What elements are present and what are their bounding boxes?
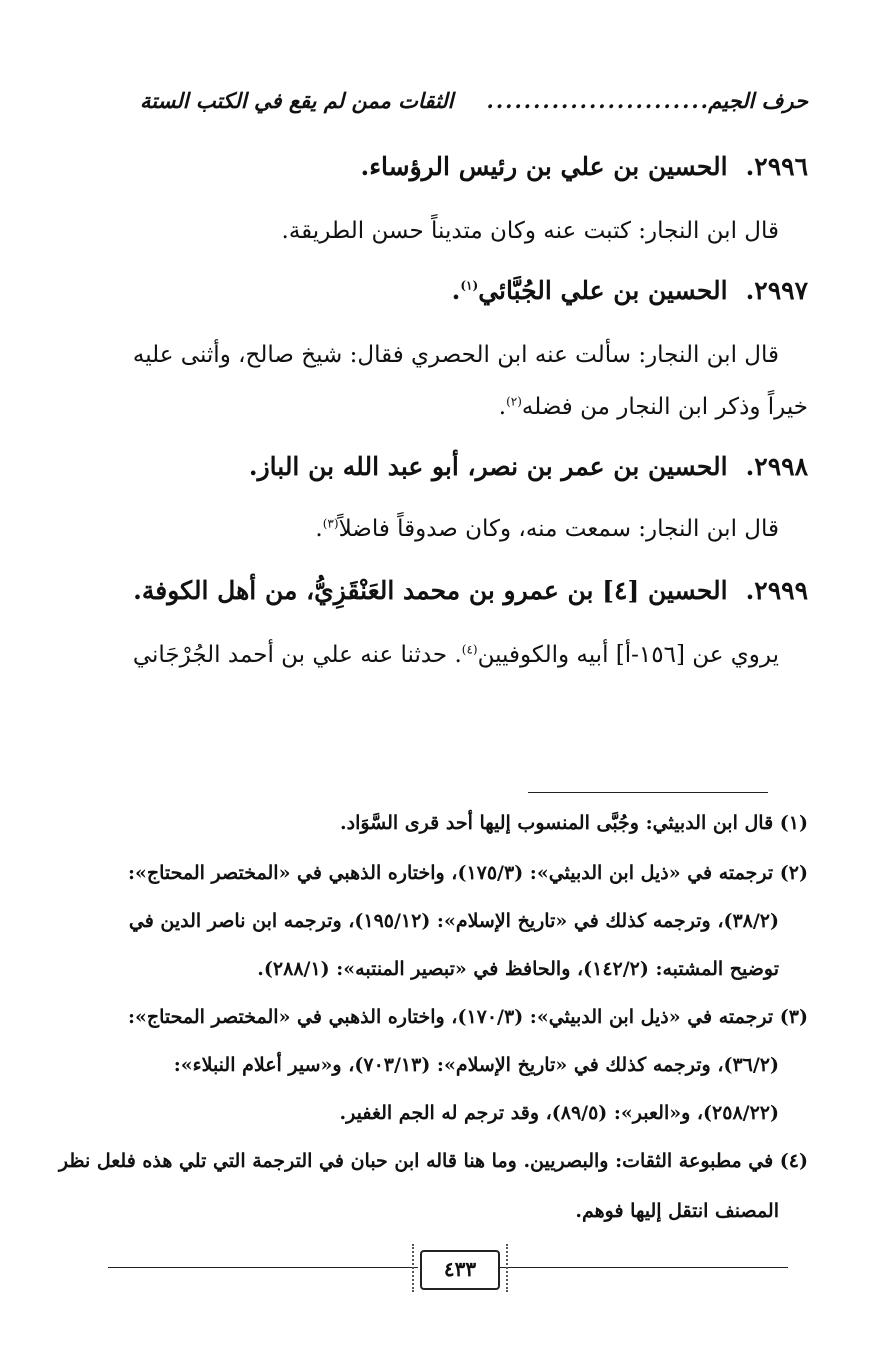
- paragraph-line: [499, 394, 808, 420]
- paragraph-line: [315, 516, 779, 542]
- entry-heading: [249, 452, 808, 481]
- footnote-2: (٢) ترجمته في «ذيل ابن الدبيثي»: (١٧٥/٣)، واختاره الذهبي في «المختصر المحتاج»:: [127, 862, 808, 884]
- entry-title: الحسين بن عمر بن نصر، أبو عبد الله بن الباز.: [248, 452, 728, 481]
- period: .: [498, 394, 507, 420]
- footnote-3-line: (٣٦/٢)، وترجمه كذلك في «تاريخ الإسلام»: (٧٠٣/١٣)، و«سير أعلام النبلاء»:: [173, 1054, 779, 1076]
- entry-number: ٢٩٩٨.: [745, 452, 808, 481]
- entry-end: .: [451, 276, 461, 305]
- footnote-1: (١) قال ابن الدبيثي: وجُبَّى المنسوب إليها أحد قرى السَّوَاد.: [340, 812, 808, 834]
- footnote-3-line: (٢٥٨/٢٢)، و«العبر»: (٨٩/٥)، وقد ترجم له الجم الغفير.: [339, 1102, 779, 1124]
- header-dots: ........................: [486, 88, 710, 113]
- entry-title: الحسين [٤] بن عمرو بن محمد العَنْقَزِيُّ، من أهل الكوفة.: [133, 576, 728, 605]
- running-header: [140, 88, 808, 124]
- paragraph-text: قال ابن النجار: سمعت منه، وكان صدوقاً فاضلاً: [338, 516, 779, 542]
- footnote-4: (٤) في مطبوعة الثقات: والبصريين. وما هنا قاله ابن حبان في الترجمة التي تلي هذه فلعل نظر: [58, 1150, 808, 1172]
- paragraph: قال ابن النجار: كتبت عنه وكان متديناً حسن الطريقة.: [281, 218, 779, 244]
- entry-number: ٢٩٩٧.: [745, 276, 808, 305]
- header-book-section: الثقات ممن لم يقع في الكتب الستة: [140, 88, 454, 113]
- footnote-separator: [528, 792, 768, 793]
- paragraph-text: . حدثنا عنه علي بن أحمد الجُرْجَاني: [132, 642, 462, 668]
- footnote-4-line: المصنف انتقل إليها فوهم.: [575, 1200, 779, 1222]
- entry-number: ٢٩٩٦.: [745, 152, 808, 181]
- footnote-ref: (٤): [461, 642, 478, 657]
- paragraph-line: [133, 642, 779, 668]
- entry-heading: [452, 276, 808, 305]
- entry-heading: [133, 576, 808, 605]
- footnote-ref: (٢): [506, 394, 522, 409]
- paragraph-text: يروي عن [١٥٦-أ] أبيه والكوفيين: [477, 642, 779, 668]
- paragraph-text: خيراً وذكر ابن النجار من فضله: [521, 394, 808, 420]
- entry-heading: [361, 152, 808, 181]
- entry-title: الحسين بن علي بن رئيس الرؤساء.: [360, 152, 728, 181]
- period: .: [315, 516, 323, 542]
- footnote-ref: (٣): [322, 516, 339, 531]
- footnote-3: (٣) ترجمته في «ذيل ابن الدبيثي»: (١٧٠/٣)، واختاره الذهبي في «المختصر المحتاج»:: [127, 1006, 808, 1028]
- paragraph: قال ابن النجار: سألت عنه ابن الحصري فقال: شيخ صالح، وأثنى عليه: [132, 342, 779, 368]
- footer-rule: [108, 1267, 418, 1268]
- entry-title: الحسين بن علي الجُبَّائي: [478, 276, 728, 305]
- entry-number: ٢٩٩٩.: [745, 576, 808, 605]
- header-chapter: حرف الجيم: [708, 88, 808, 113]
- footnote-2-line: (٣٨/٢)، وترجمه كذلك في «تاريخ الإسلام»: (١٩٥/١٢)، وترجمه ابن ناصر الدين في: [128, 910, 779, 932]
- page-number: ٤٣٣: [420, 1250, 500, 1290]
- footnote-2-line: توضيح المشتبه: (١٤٢/٢)، والحافظ في «تبصير المنتبه»: (٢٨٨/١).: [257, 958, 779, 980]
- footer-rule: [500, 1267, 788, 1268]
- footnote-ref: (١): [460, 278, 479, 293]
